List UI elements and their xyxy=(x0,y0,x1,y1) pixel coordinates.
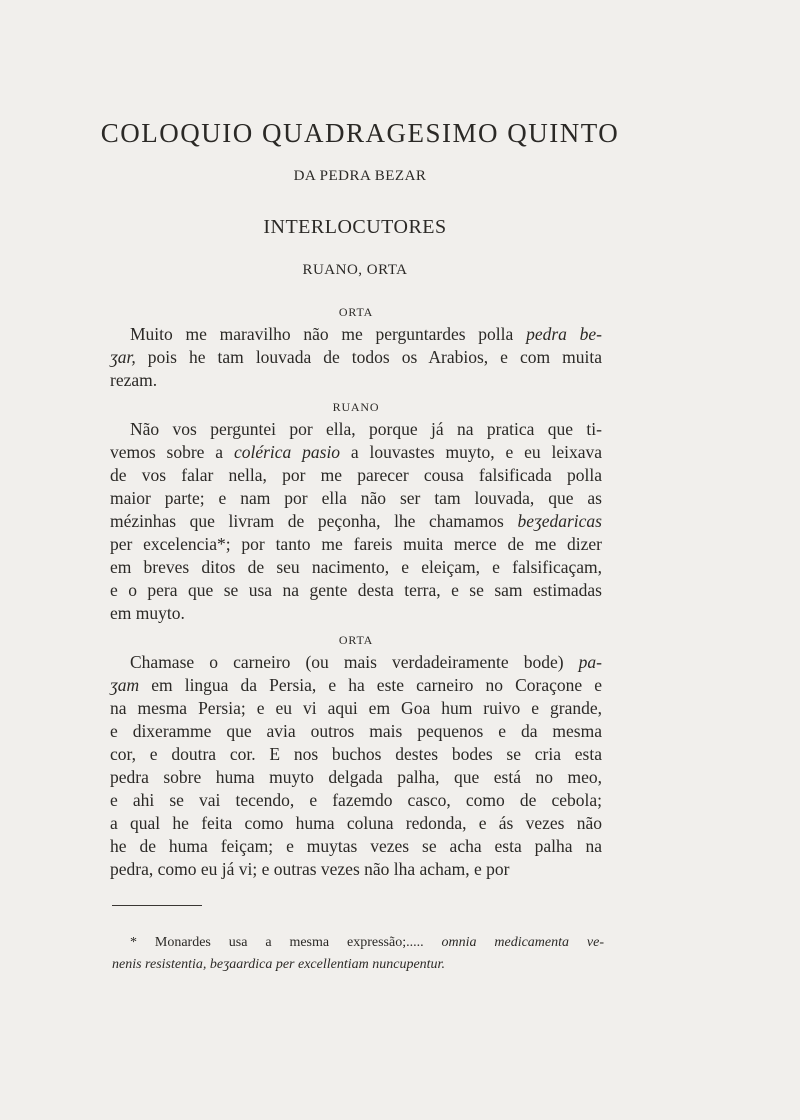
footnote xyxy=(112,932,604,976)
text-line: na mesma Persia; e eu vi aqui em Goa hum ruivo e grande, xyxy=(110,698,602,718)
footnote-divider xyxy=(112,905,202,906)
italic-term: colérica pasio xyxy=(233,442,341,462)
text-line: e ahi se vai tecendo, e fazemdo casco, como de cebola; xyxy=(110,790,602,810)
text-line: he de huma feiçam; e muytas vezes se acha esta palha na xyxy=(110,836,602,856)
text-line: e o pera que se usa na gente desta terra, e se sam estimadas xyxy=(110,580,602,600)
dialogue-paragraph xyxy=(110,323,602,392)
text-line: pedra, como eu já vi; e outras vezes não lha acham, e por xyxy=(110,859,510,879)
text-line: mézinhas que livram de peçonha, lhe chamamos beʒedaricas xyxy=(110,511,602,531)
text-line: ʒar, pois he tam louvada de todos os Arabios, e com muita xyxy=(110,347,602,367)
text-line: per excelencia*; por tanto me fareis muita merce de me dizer xyxy=(110,534,602,554)
text-line: cor, e doutra cor. E nos buchos destes bodes se cria esta xyxy=(110,744,602,764)
text-line: Chamase o carneiro (ou mais verdadeiramente bode) pa- xyxy=(130,652,602,672)
text-line: Muito me maravilho não me perguntardes polla pedra be- xyxy=(130,324,602,344)
text-line: rezam. xyxy=(110,370,158,390)
dialogue-body xyxy=(110,300,602,887)
italic-term: ʒam xyxy=(110,675,140,695)
text-line: em muyto. xyxy=(110,603,185,623)
dialogue-paragraph xyxy=(110,418,602,625)
chapter-subtitle: DA PEDRA BEZAR xyxy=(293,168,427,184)
text-line: a qual he feita como huma coluna redonda, e ás vezes não xyxy=(110,813,602,833)
text-line: vemos sobre a colérica pasio a louvastes muyto, e eu leixava xyxy=(110,442,602,462)
speaker-label: ORTA xyxy=(338,305,374,319)
text-line: maior parte; e nam por ella não ser tam louvada, que as xyxy=(110,488,602,508)
text-line: pedra sobre huma muyto delgada palha, que está no meo, xyxy=(110,767,602,787)
text-line: em breves ditos de seu nacimento, e eleiçam, e falsificaçam, xyxy=(110,557,602,577)
chapter-title: COLOQUIO QUADRAGESIMO QUINTO xyxy=(100,118,620,148)
italic-term: pa- xyxy=(578,652,602,672)
text-line: ʒam em lingua da Persia, e ha este carneiro no Coraçone e xyxy=(110,675,602,695)
interlocutors-heading: INTERLOCUTORES xyxy=(263,216,447,238)
text-line: * Monardes usa a mesma expressão;..... omnia medicamenta ve- xyxy=(130,935,605,950)
speaker-label: RUANO xyxy=(332,400,380,414)
text-line: e dixeramme que avia outros mais pequenos e da mesma xyxy=(110,721,602,741)
italic-term: ʒar, xyxy=(110,347,136,367)
italic-term: pedra be- xyxy=(526,324,602,344)
text-line: de vos falar nella, por me parecer cousa falsificada polla xyxy=(110,465,602,485)
dialogue-paragraph xyxy=(110,651,602,881)
speaker-label: ORTA xyxy=(338,633,374,647)
interlocutors-names: RUANO, ORTA xyxy=(302,262,408,278)
text-line xyxy=(112,954,604,976)
text-line: Não vos perguntei por ella, porque já na pratica que ti- xyxy=(130,419,602,439)
italic-term: omnia medicamenta ve- xyxy=(441,935,605,950)
italic-term: nenis resistentia, beʒaardica per excellentiam nuncupentur. xyxy=(112,957,445,972)
italic-term: beʒedaricas xyxy=(517,511,602,531)
